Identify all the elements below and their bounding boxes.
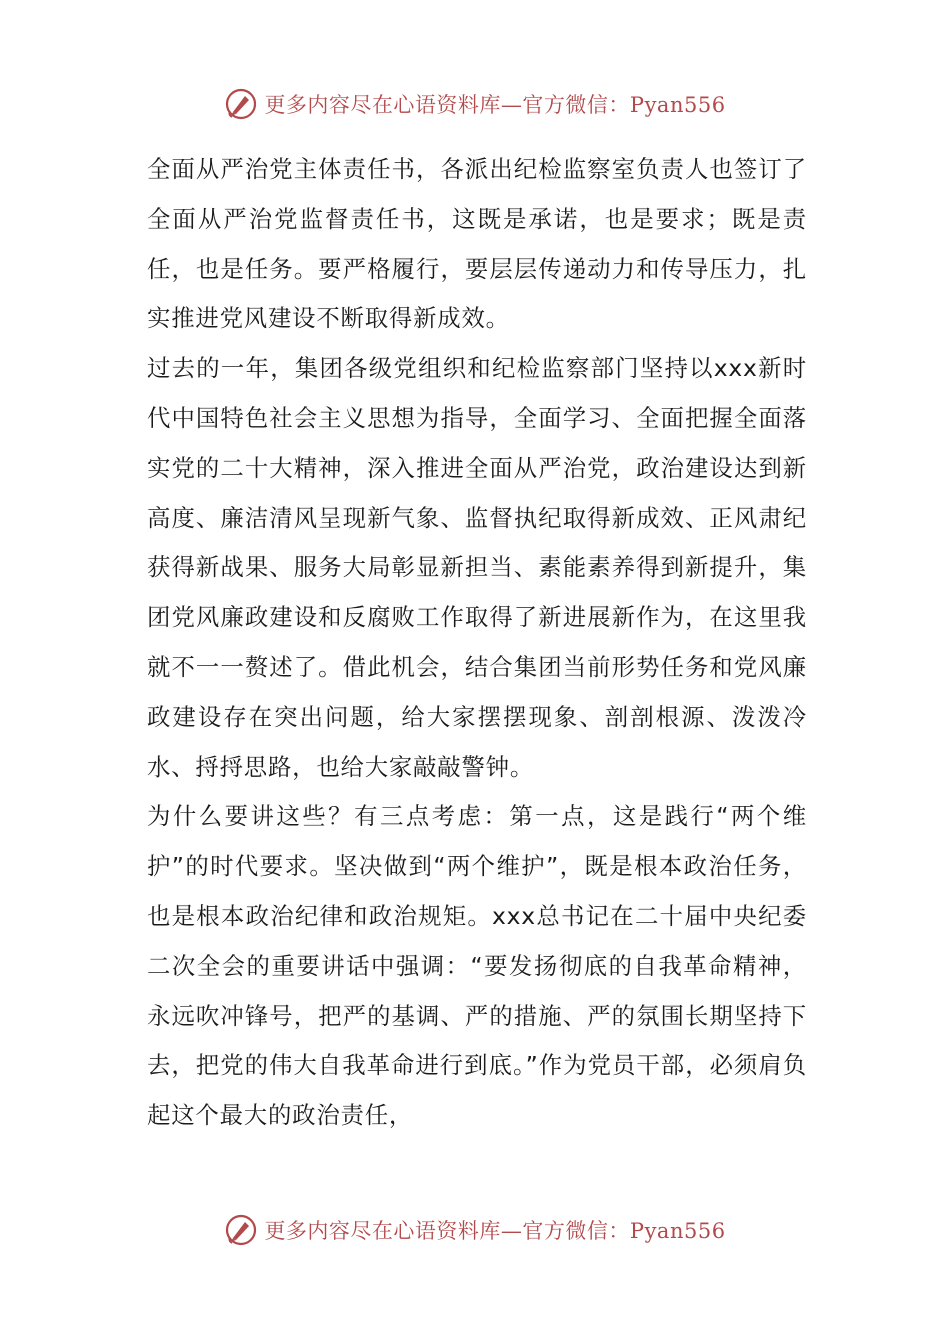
pen-nib-circle-icon	[224, 87, 258, 121]
footer-banner	[0, 1210, 950, 1250]
paragraph-3: 为什么要讲这些？有三点考虑：第一点，这是践行“两个维护”的时代要求。坚决做到“两个维护”，既是根本政治任务，也是根本政治纪律和政治规矩。xxx总书记在二十届中央纪委二次全会的重要讲话中强调：“要发扬彻底的自我革命精神，永远吹冲锋号，把严的基调、严的措施、严的氛围长期坚持下去，把党的伟大自我革命进行到底。”作为党员干部，必须肩负起这个最大的政治责任，	[147, 802, 807, 1130]
document-body	[147, 145, 807, 1141]
paragraph-1: 全面从严治党主体责任书，各派出纪检监察室负责人也签订了全面从严治党监督责任书，这既是承诺，也是要求；既是责任，也是任务。要严格履行，要层层传递动力和传导压力，扎实推进党风建设不断取得新成效。	[147, 155, 807, 333]
footer-banner-text: 更多内容尽在心语资料库—官方微信：Pyan556	[264, 1219, 726, 1243]
header-banner	[0, 84, 950, 124]
pen-nib-circle-icon	[224, 1213, 258, 1247]
paragraph-2: 过去的一年，集团各级党组织和纪检监察部门坚持以xxx新时代中国特色社会主义思想为指导，全面学习、全面把握全面落实党的二十大精神，深入推进全面从严治党，政治建设达到新高度、廉洁清风呈现新气象、监督执纪取得新成效、正风肃纪获得新战果、服务大局彰显新担当、素能素养得到新提升，集团党风廉政建设和反腐败工作取得了新进展新作为，在这里我就不一一赘述了。借此机会，结合集团当前形势任务和党风廉政建设存在突出问题，给大家摆摆现象、剖剖根源、泼泼冷水、捋捋思路，也给大家敲敲警钟。	[147, 354, 807, 781]
header-banner-text: 更多内容尽在心语资料库—官方微信：Pyan556	[264, 93, 726, 117]
